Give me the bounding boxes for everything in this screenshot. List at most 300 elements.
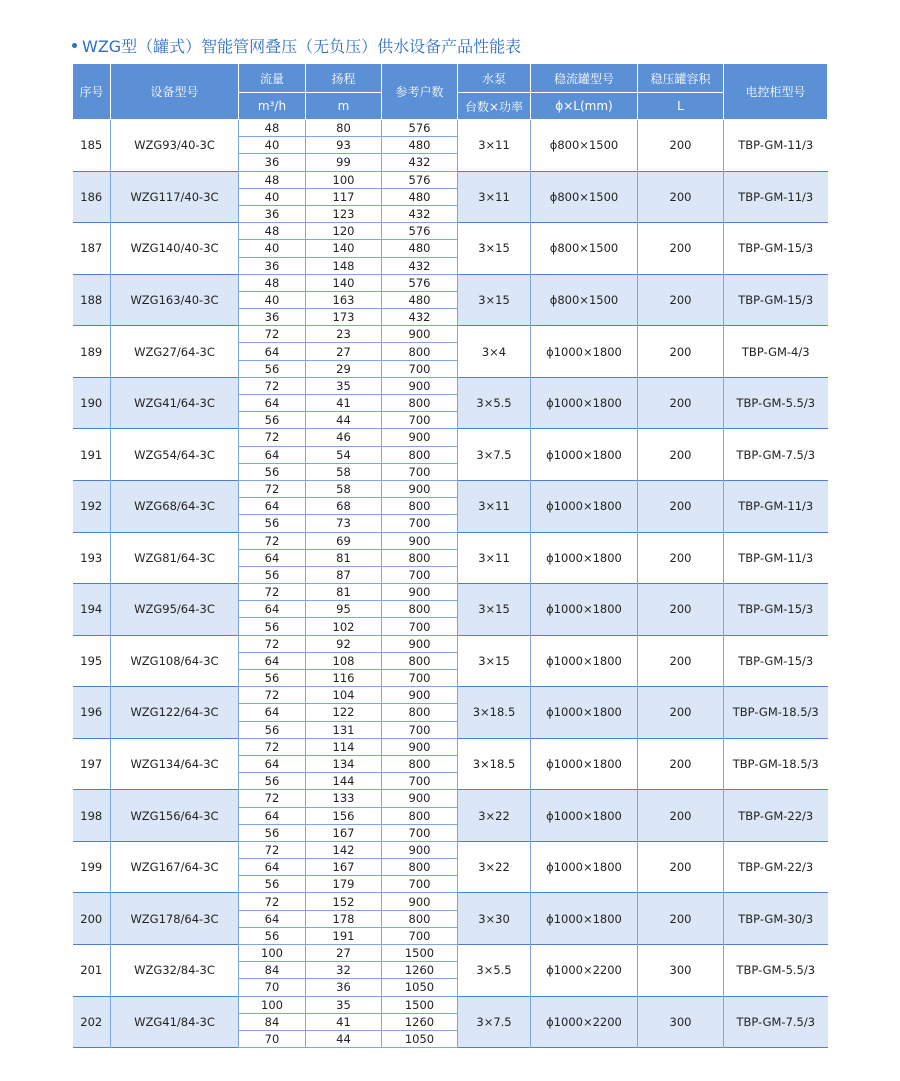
cell-flow: 36 <box>239 205 306 222</box>
row-model: WZG167/64-3C <box>111 841 239 893</box>
cell-households: 900 <box>382 687 458 704</box>
row-volume: 300 <box>638 996 724 1048</box>
row-number: 189 <box>73 326 111 378</box>
row-tank: ϕ800×1500 <box>531 223 638 275</box>
cell-head: 114 <box>306 738 382 755</box>
cell-flow: 40 <box>239 188 306 205</box>
row-cabinet: TBP-GM-7.5/3 <box>724 996 828 1048</box>
cell-flow: 40 <box>239 137 306 154</box>
row-tank: ϕ1000×1800 <box>531 480 638 532</box>
cell-households: 700 <box>382 618 458 635</box>
row-model: WZG117/40-3C <box>111 171 239 223</box>
table-row <box>73 377 828 394</box>
cell-flow: 40 <box>239 240 306 257</box>
row-model: WZG68/64-3C <box>111 480 239 532</box>
row-model: WZG54/64-3C <box>111 429 239 481</box>
table-row-group <box>73 738 828 790</box>
row-cabinet: TBP-GM-4/3 <box>724 326 828 378</box>
cell-households: 700 <box>382 670 458 687</box>
cell-flow: 56 <box>239 566 306 583</box>
cell-head: 134 <box>306 755 382 772</box>
page-title <box>72 34 521 57</box>
header-head-unit: m <box>306 93 382 120</box>
header-volume: 稳压罐容积 <box>638 64 724 93</box>
row-volume: 200 <box>638 635 724 687</box>
row-volume: 200 <box>638 274 724 326</box>
cell-households: 1260 <box>382 962 458 979</box>
cell-households: 900 <box>382 429 458 446</box>
row-volume: 200 <box>638 429 724 481</box>
cell-flow: 64 <box>239 704 306 721</box>
cell-flow: 56 <box>239 670 306 687</box>
cell-head: 44 <box>306 1030 382 1047</box>
cell-head: 80 <box>306 120 382 137</box>
cell-flow: 48 <box>239 223 306 240</box>
row-pump: 3×4 <box>458 326 531 378</box>
cell-flow: 64 <box>239 652 306 669</box>
cell-households: 700 <box>382 876 458 893</box>
cell-head: 69 <box>306 532 382 549</box>
row-tank: ϕ1000×1800 <box>531 429 638 481</box>
row-number: 190 <box>73 377 111 429</box>
table-row <box>73 841 828 858</box>
cell-flow: 56 <box>239 773 306 790</box>
cell-flow: 64 <box>239 395 306 412</box>
row-cabinet: TBP-GM-30/3 <box>724 893 828 945</box>
row-volume: 200 <box>638 841 724 893</box>
cell-flow: 56 <box>239 360 306 377</box>
cell-flow: 56 <box>239 412 306 429</box>
cell-flow: 56 <box>239 721 306 738</box>
cell-head: 167 <box>306 859 382 876</box>
cell-flow: 72 <box>239 480 306 497</box>
cell-head: 122 <box>306 704 382 721</box>
cell-households: 432 <box>382 205 458 222</box>
row-model: WZG41/64-3C <box>111 377 239 429</box>
table-row <box>73 738 828 755</box>
table-row <box>73 893 828 910</box>
row-number: 191 <box>73 429 111 481</box>
table-row-group <box>73 171 828 223</box>
row-tank: ϕ1000×2200 <box>531 996 638 1048</box>
row-tank: ϕ800×1500 <box>531 171 638 223</box>
row-cabinet: TBP-GM-7.5/3 <box>724 429 828 481</box>
cell-head: 123 <box>306 205 382 222</box>
row-number: 195 <box>73 635 111 687</box>
cell-flow: 64 <box>239 910 306 927</box>
cell-households: 800 <box>382 395 458 412</box>
cell-households: 480 <box>382 291 458 308</box>
cell-households: 800 <box>382 498 458 515</box>
row-number: 200 <box>73 893 111 945</box>
cell-households: 800 <box>382 704 458 721</box>
cell-flow: 64 <box>239 498 306 515</box>
cell-households: 576 <box>382 223 458 240</box>
row-model: WZG95/64-3C <box>111 584 239 636</box>
cell-head: 87 <box>306 566 382 583</box>
cell-head: 148 <box>306 257 382 274</box>
cell-flow: 64 <box>239 807 306 824</box>
row-model: WZG156/64-3C <box>111 790 239 842</box>
cell-households: 480 <box>382 137 458 154</box>
cell-flow: 56 <box>239 463 306 480</box>
row-number: 196 <box>73 687 111 739</box>
table-row <box>73 945 828 962</box>
cell-head: 102 <box>306 618 382 635</box>
table-row-group <box>73 274 828 326</box>
header-tank: 稳流罐型号 <box>531 64 638 93</box>
cell-flow: 72 <box>239 584 306 601</box>
row-number: 201 <box>73 945 111 997</box>
row-pump: 3×7.5 <box>458 429 531 481</box>
header-head: 扬程 <box>306 64 382 93</box>
row-pump: 3×11 <box>458 171 531 223</box>
cell-flow: 56 <box>239 618 306 635</box>
cell-households: 432 <box>382 257 458 274</box>
row-number: 202 <box>73 996 111 1048</box>
row-pump: 3×11 <box>458 480 531 532</box>
cell-head: 41 <box>306 395 382 412</box>
table-row-group <box>73 223 828 275</box>
table-row-group <box>73 635 828 687</box>
cell-head: 58 <box>306 480 382 497</box>
cell-head: 116 <box>306 670 382 687</box>
row-model: WZG122/64-3C <box>111 687 239 739</box>
cell-households: 800 <box>382 343 458 360</box>
cell-flow: 56 <box>239 824 306 841</box>
cell-head: 140 <box>306 240 382 257</box>
cell-head: 191 <box>306 927 382 944</box>
cell-flow: 48 <box>239 171 306 188</box>
row-model: WZG108/64-3C <box>111 635 239 687</box>
row-volume: 300 <box>638 945 724 997</box>
cell-households: 900 <box>382 326 458 343</box>
table-row-group <box>73 480 828 532</box>
row-volume: 200 <box>638 738 724 790</box>
cell-households: 700 <box>382 566 458 583</box>
table-row <box>73 223 828 240</box>
row-pump: 3×5.5 <box>458 377 531 429</box>
cell-flow: 70 <box>239 1030 306 1047</box>
row-tank: ϕ800×1500 <box>531 120 638 172</box>
row-cabinet: TBP-GM-15/3 <box>724 584 828 636</box>
cell-households: 900 <box>382 635 458 652</box>
row-number: 193 <box>73 532 111 584</box>
row-tank: ϕ1000×1800 <box>531 841 638 893</box>
cell-flow: 70 <box>239 979 306 996</box>
cell-head: 156 <box>306 807 382 824</box>
row-pump: 3×15 <box>458 274 531 326</box>
cell-households: 700 <box>382 463 458 480</box>
row-tank: ϕ1000×1800 <box>531 790 638 842</box>
cell-households: 800 <box>382 755 458 772</box>
cell-flow: 72 <box>239 687 306 704</box>
row-volume: 200 <box>638 223 724 275</box>
row-volume: 200 <box>638 480 724 532</box>
cell-flow: 72 <box>239 429 306 446</box>
row-tank: ϕ1000×1800 <box>531 532 638 584</box>
cell-households: 700 <box>382 721 458 738</box>
cell-flow: 72 <box>239 738 306 755</box>
cell-head: 167 <box>306 824 382 841</box>
cell-head: 108 <box>306 652 382 669</box>
table-row <box>73 326 828 343</box>
cell-households: 900 <box>382 738 458 755</box>
cell-households: 900 <box>382 584 458 601</box>
cell-head: 95 <box>306 601 382 618</box>
row-number: 192 <box>73 480 111 532</box>
row-tank: ϕ1000×1800 <box>531 738 638 790</box>
cell-flow: 64 <box>239 755 306 772</box>
cell-households: 800 <box>382 652 458 669</box>
cell-households: 700 <box>382 360 458 377</box>
header-cabinet: 电控柜型号 <box>724 64 828 120</box>
row-pump: 3×18.5 <box>458 738 531 790</box>
cell-head: 178 <box>306 910 382 927</box>
cell-flow: 72 <box>239 893 306 910</box>
cell-flow: 36 <box>239 309 306 326</box>
cell-households: 900 <box>382 377 458 394</box>
table-row <box>73 790 828 807</box>
header-tank-sub: ϕ×L(mm) <box>531 93 638 120</box>
cell-households: 700 <box>382 927 458 944</box>
cell-flow: 40 <box>239 291 306 308</box>
cell-head: 173 <box>306 309 382 326</box>
cell-households: 576 <box>382 120 458 137</box>
row-model: WZG32/84-3C <box>111 945 239 997</box>
cell-head: 117 <box>306 188 382 205</box>
cell-flow: 72 <box>239 635 306 652</box>
cell-head: 92 <box>306 635 382 652</box>
row-volume: 200 <box>638 893 724 945</box>
row-pump: 3×11 <box>458 532 531 584</box>
cell-flow: 56 <box>239 876 306 893</box>
cell-households: 480 <box>382 188 458 205</box>
cell-head: 35 <box>306 996 382 1013</box>
row-number: 199 <box>73 841 111 893</box>
cell-head: 36 <box>306 979 382 996</box>
row-model: WZG93/40-3C <box>111 120 239 172</box>
cell-households: 1050 <box>382 1030 458 1047</box>
cell-households: 700 <box>382 824 458 841</box>
row-model: WZG134/64-3C <box>111 738 239 790</box>
row-volume: 200 <box>638 687 724 739</box>
cell-households: 1500 <box>382 945 458 962</box>
row-pump: 3×7.5 <box>458 996 531 1048</box>
cell-flow: 100 <box>239 996 306 1013</box>
cell-head: 32 <box>306 962 382 979</box>
cell-households: 900 <box>382 893 458 910</box>
table-row-group <box>73 584 828 636</box>
cell-head: 152 <box>306 893 382 910</box>
row-tank: ϕ1000×1800 <box>531 687 638 739</box>
cell-head: 163 <box>306 291 382 308</box>
table-row <box>73 429 828 446</box>
table-row <box>73 532 828 549</box>
cell-flow: 72 <box>239 377 306 394</box>
row-cabinet: TBP-GM-11/3 <box>724 532 828 584</box>
cell-head: 142 <box>306 841 382 858</box>
table-row <box>73 584 828 601</box>
table-row <box>73 635 828 652</box>
header-volume-unit: L <box>638 93 724 120</box>
cell-head: 120 <box>306 223 382 240</box>
cell-head: 27 <box>306 343 382 360</box>
cell-head: 27 <box>306 945 382 962</box>
row-pump: 3×15 <box>458 584 531 636</box>
row-cabinet: TBP-GM-15/3 <box>724 635 828 687</box>
cell-households: 800 <box>382 601 458 618</box>
cell-households: 900 <box>382 480 458 497</box>
table-row-group <box>73 841 828 893</box>
table-row <box>73 171 828 188</box>
row-volume: 200 <box>638 326 724 378</box>
row-pump: 3×15 <box>458 635 531 687</box>
row-tank: ϕ1000×1800 <box>531 893 638 945</box>
row-cabinet: TBP-GM-18.5/3 <box>724 687 828 739</box>
header-households: 参考户数 <box>382 64 458 120</box>
row-number: 187 <box>73 223 111 275</box>
table-row-group <box>73 945 828 997</box>
row-model: WZG140/40-3C <box>111 223 239 275</box>
row-model: WZG27/64-3C <box>111 326 239 378</box>
cell-head: 73 <box>306 515 382 532</box>
row-pump: 3×22 <box>458 790 531 842</box>
row-number: 194 <box>73 584 111 636</box>
row-cabinet: TBP-GM-11/3 <box>724 120 828 172</box>
cell-head: 23 <box>306 326 382 343</box>
cell-flow: 36 <box>239 257 306 274</box>
table-row-group <box>73 326 828 378</box>
row-pump: 3×11 <box>458 120 531 172</box>
header-pump-sub: 台数×功率 <box>458 93 531 120</box>
cell-head: 131 <box>306 721 382 738</box>
cell-households: 576 <box>382 171 458 188</box>
cell-flow: 72 <box>239 326 306 343</box>
row-cabinet: TBP-GM-15/3 <box>724 274 828 326</box>
row-model: WZG81/64-3C <box>111 532 239 584</box>
cell-households: 1050 <box>382 979 458 996</box>
row-number: 198 <box>73 790 111 842</box>
cell-households: 900 <box>382 790 458 807</box>
cell-flow: 36 <box>239 154 306 171</box>
row-cabinet: TBP-GM-5.5/3 <box>724 377 828 429</box>
row-volume: 200 <box>638 377 724 429</box>
row-tank: ϕ1000×1800 <box>531 377 638 429</box>
cell-head: 104 <box>306 687 382 704</box>
header-seq: 序号 <box>73 64 111 120</box>
cell-head: 133 <box>306 790 382 807</box>
cell-head: 44 <box>306 412 382 429</box>
cell-flow: 56 <box>239 927 306 944</box>
cell-head: 93 <box>306 137 382 154</box>
cell-head: 81 <box>306 584 382 601</box>
row-pump: 3×22 <box>458 841 531 893</box>
cell-head: 29 <box>306 360 382 377</box>
row-cabinet: TBP-GM-15/3 <box>724 223 828 275</box>
cell-head: 99 <box>306 154 382 171</box>
cell-head: 179 <box>306 876 382 893</box>
cell-flow: 56 <box>239 515 306 532</box>
header-flow: 流量 <box>239 64 306 93</box>
row-pump: 3×30 <box>458 893 531 945</box>
cell-households: 800 <box>382 807 458 824</box>
cell-households: 700 <box>382 773 458 790</box>
cell-head: 100 <box>306 171 382 188</box>
cell-flow: 64 <box>239 446 306 463</box>
table-row-group <box>73 377 828 429</box>
cell-flow: 100 <box>239 945 306 962</box>
cell-flow: 64 <box>239 549 306 566</box>
row-tank: ϕ800×1500 <box>531 274 638 326</box>
row-volume: 200 <box>638 584 724 636</box>
cell-households: 1500 <box>382 996 458 1013</box>
performance-table <box>72 64 828 1048</box>
cell-flow: 72 <box>239 841 306 858</box>
bullet-dot-icon <box>72 43 77 48</box>
cell-flow: 64 <box>239 601 306 618</box>
cell-households: 800 <box>382 910 458 927</box>
row-tank: ϕ1000×1800 <box>531 326 638 378</box>
row-cabinet: TBP-GM-18.5/3 <box>724 738 828 790</box>
row-number: 188 <box>73 274 111 326</box>
cell-households: 900 <box>382 532 458 549</box>
row-cabinet: TBP-GM-11/3 <box>724 480 828 532</box>
cell-flow: 72 <box>239 790 306 807</box>
cell-head: 140 <box>306 274 382 291</box>
row-pump: 3×18.5 <box>458 687 531 739</box>
row-cabinet: TBP-GM-22/3 <box>724 841 828 893</box>
table-row <box>73 687 828 704</box>
row-cabinet: TBP-GM-5.5/3 <box>724 945 828 997</box>
cell-flow: 64 <box>239 859 306 876</box>
cell-households: 576 <box>382 274 458 291</box>
cell-flow: 64 <box>239 343 306 360</box>
cell-flow: 84 <box>239 1013 306 1030</box>
cell-head: 144 <box>306 773 382 790</box>
table-row-group <box>73 790 828 842</box>
row-model: WZG178/64-3C <box>111 893 239 945</box>
cell-flow: 84 <box>239 962 306 979</box>
row-pump: 3×15 <box>458 223 531 275</box>
table-row <box>73 274 828 291</box>
row-volume: 200 <box>638 790 724 842</box>
cell-households: 800 <box>382 859 458 876</box>
row-number: 185 <box>73 120 111 172</box>
row-tank: ϕ1000×2200 <box>531 945 638 997</box>
cell-head: 81 <box>306 549 382 566</box>
cell-households: 900 <box>382 841 458 858</box>
table-row-group <box>73 996 828 1048</box>
cell-head: 41 <box>306 1013 382 1030</box>
row-model: WZG163/40-3C <box>111 274 239 326</box>
cell-households: 1260 <box>382 1013 458 1030</box>
cell-head: 35 <box>306 377 382 394</box>
row-number: 197 <box>73 738 111 790</box>
row-number: 186 <box>73 171 111 223</box>
table-row-group <box>73 893 828 945</box>
table-row <box>73 120 828 137</box>
row-model: WZG41/84-3C <box>111 996 239 1048</box>
cell-households: 800 <box>382 549 458 566</box>
row-tank: ϕ1000×1800 <box>531 635 638 687</box>
cell-head: 68 <box>306 498 382 515</box>
table-row-group <box>73 532 828 584</box>
table-row <box>73 996 828 1013</box>
row-pump: 3×5.5 <box>458 945 531 997</box>
row-volume: 200 <box>638 532 724 584</box>
table-row-group <box>73 120 828 172</box>
